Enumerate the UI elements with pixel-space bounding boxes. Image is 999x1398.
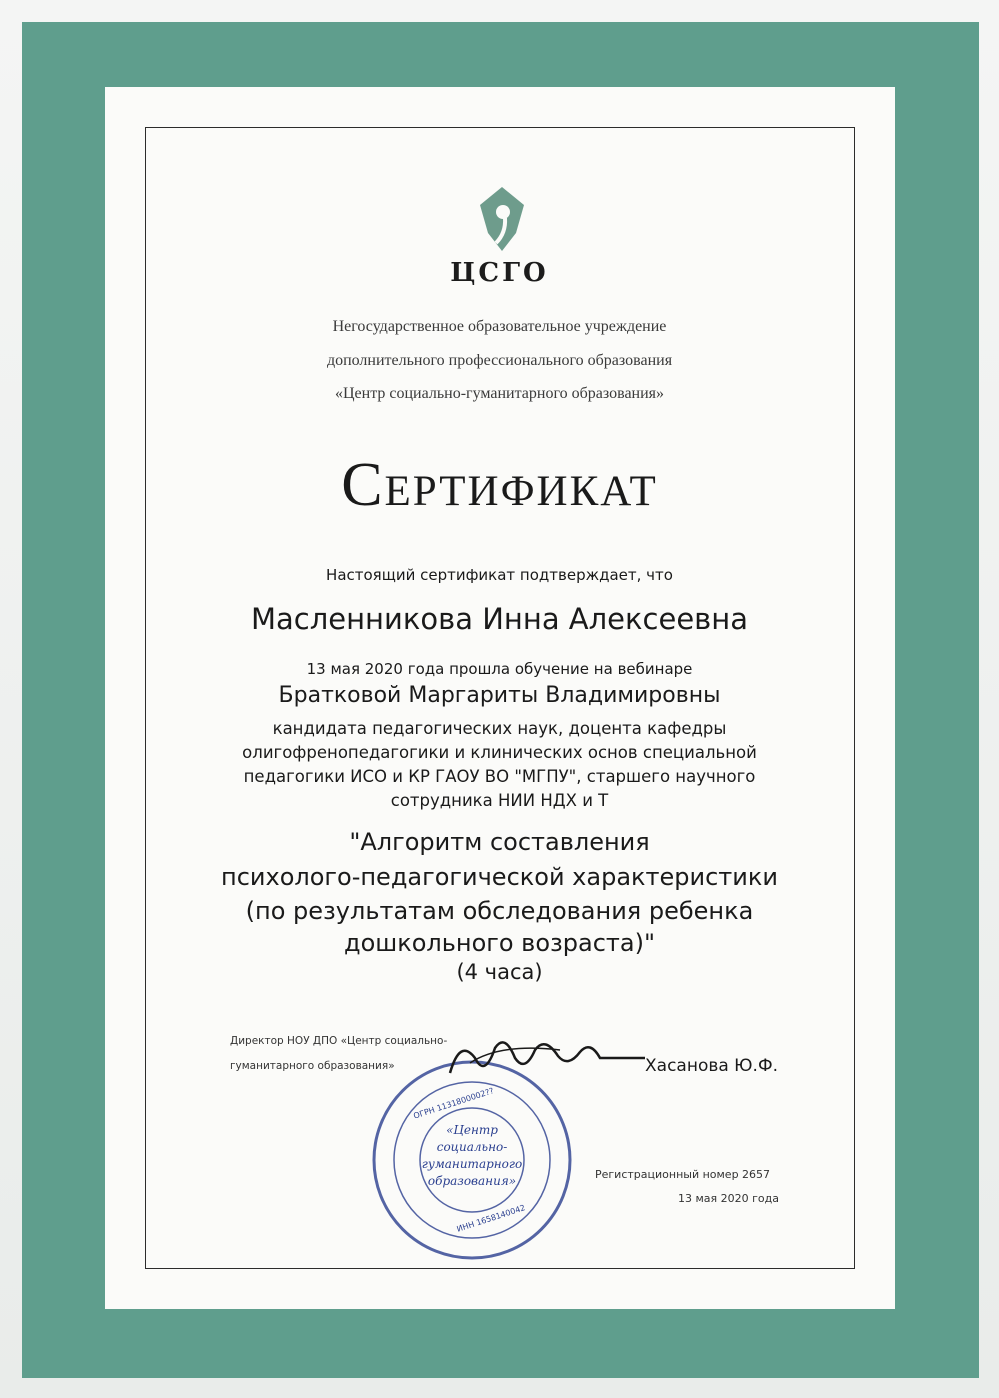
logo-abbreviation: ЦСГО (450, 258, 549, 288)
lecturer-desc-line: олигофренопедагогики и клинических основ специальной (242, 743, 757, 762)
lecturer-desc-line: кандидата педагогических наук, доцента кафедры (272, 719, 727, 738)
course-title-line: (по результатам обследования ребенка (245, 897, 754, 925)
lecturer-desc-line: сотрудника НИИ НДХ и Т (390, 791, 609, 810)
registration-date: 13 мая 2020 года (678, 1192, 779, 1205)
course-title-line: "Алгоритм составления (349, 828, 650, 856)
official-stamp (370, 1058, 575, 1263)
confirms-text: Настоящий сертификат подтверждает, что (326, 566, 673, 584)
org-line-3: «Центр социально-гуманитарного образования» (334, 385, 665, 402)
completion-text: 13 мая 2020 года прошла обучение на вебинаре (306, 660, 693, 678)
signature-label-line-1: Директор НОУ ДПО «Центр социально- (230, 1035, 448, 1047)
lecturer-desc-line: педагогики ИСО и КР ГАОУ ВО "МГПУ", старшего научного (243, 767, 756, 786)
registration-number: Регистрационный номер 2657 (595, 1168, 771, 1181)
stamp-center-line: социально- (436, 1140, 508, 1154)
course-hours: (4 часа) (456, 960, 543, 984)
stamp-center-line: «Центр (446, 1123, 498, 1137)
stamp-inn: ИНН 1658140042 (455, 1203, 527, 1234)
recipient-name: Масленникова Инна Алексеевна (250, 602, 748, 636)
certificate-title: Сертификат (341, 451, 658, 519)
course-title-line: дошкольного возраста)" (343, 929, 655, 957)
stamp-center-line: образования» (427, 1174, 517, 1188)
pen-nib-icon (472, 185, 532, 255)
course-title-line: психолого-педагогической характеристики (221, 863, 778, 891)
lecturer-name: Братковой Маргариты Владимировны (278, 683, 721, 708)
org-line-1: Негосударственное образовательное учреждение (332, 318, 667, 335)
director-signature (440, 1028, 650, 1088)
org-line-2: дополнительного профессионального образования (326, 352, 673, 369)
stamp-center-line: гуманитарного (421, 1157, 523, 1171)
director-name: Хасанова Ю.Ф. (645, 1056, 778, 1076)
stamp-ogrn: ОГРН 1131800002?? (412, 1086, 495, 1121)
signature-label-line-2: гуманитарного образования» (230, 1060, 395, 1072)
